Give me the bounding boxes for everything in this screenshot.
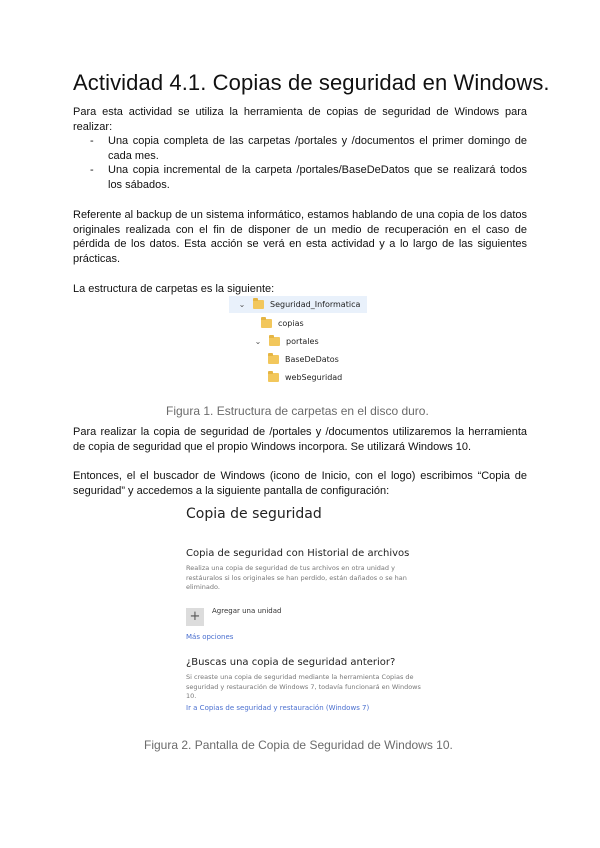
folder-tree: [229, 296, 367, 388]
figure-caption: Figura 1. Estructura de carpetas en el disco duro.: [166, 404, 429, 418]
settings-panel: [180, 502, 426, 724]
older-backup-title: ¿Buscas una copia de seguridad anterior?: [186, 657, 396, 668]
search-paragraph: Entonces, el el buscador de Windows (icono de Inicio, con el logo) escribimos “Copia de seguridad” y accedemos a la siguiente pantalla de configuración:: [73, 470, 527, 497]
more-options-link[interactable]: Más opciones: [186, 633, 234, 641]
tree-item-basededatos[interactable]: [268, 351, 339, 368]
tree-item-label: copias: [278, 319, 304, 328]
plus-icon: +: [189, 609, 201, 624]
older-backup-description: Si creaste una copia de seguridad mediante la herramienta Copias de seguridad y restauración de Windows 7, todavía funcionará en Windows 10.: [186, 673, 421, 700]
bullet-dash: -: [90, 135, 94, 147]
bullet-text: Una copia completa de las carpetas /portales y /documentos el primer domingo de cada mes.: [108, 135, 527, 162]
folder-icon: [268, 373, 279, 382]
figure-caption: Figura 2. Pantalla de Copia de Seguridad de Windows 10.: [144, 738, 453, 752]
bullet-item: [90, 134, 527, 163]
file-history-title: Copia de seguridad con Historial de archivos: [186, 548, 410, 559]
bullet-dash: -: [90, 164, 94, 176]
intro-paragraph: Para esta actividad se utiliza la herramienta de copias de seguridad de Windows para realizar:: [73, 106, 527, 133]
tree-item-webseguridad[interactable]: [268, 369, 342, 386]
tree-item-seguridad-informatica[interactable]: [237, 296, 360, 313]
panel-heading: Copia de seguridad: [186, 506, 322, 522]
windows7-backup-link[interactable]: Ir a Copias de seguridad y restauración (Windows 7): [186, 704, 370, 712]
chevron-down-icon[interactable]: ⌄: [254, 337, 262, 346]
folder-icon: [269, 337, 280, 346]
tree-item-portales[interactable]: [253, 333, 319, 350]
bullet-text: Una copia incremental de la carpeta /portales/BaseDeDatos que se realizará todos los sábados.: [108, 164, 527, 191]
folder-icon: [253, 300, 264, 309]
document-title: Actividad 4.1. Copias de seguridad en Windows.: [73, 70, 550, 95]
tree-item-copias[interactable]: [261, 315, 304, 332]
folder-icon: [268, 355, 279, 364]
tree-item-label: BaseDeDatos: [285, 355, 339, 364]
tool-paragraph: Para realizar la copia de seguridad de /portales y /documentos utilizaremos la herramienta de copia de seguridad que el propio Windows incorpora. Se utilizará Windows 10.: [73, 426, 527, 453]
bullet-item: [90, 163, 527, 192]
add-drive-label[interactable]: Agregar una unidad: [212, 607, 282, 615]
backup-paragraph: Referente al backup de un sistema informático, estamos hablando de una copia de los datos originales realizada con el fin de disponer de un medio de recuperación en el caso de pérdida de los datos. Esta acción se verá en esta actividad y a lo largo de las siguientes prácticas.: [73, 209, 527, 265]
tree-item-label: portales: [286, 337, 319, 346]
structure-intro: La estructura de carpetas es la siguiente:: [73, 283, 275, 295]
file-history-description: Realiza una copia de seguridad de tus archivos en otra unidad y restáuralos si los originales se han perdido, están dañados o se han eliminado.: [186, 564, 407, 591]
chevron-down-icon[interactable]: ⌄: [238, 300, 246, 309]
tree-item-label: Seguridad_Informatica: [270, 300, 361, 309]
tree-item-label: webSeguridad: [285, 373, 343, 382]
add-drive-button[interactable]: [186, 608, 204, 626]
folder-icon: [261, 319, 272, 328]
